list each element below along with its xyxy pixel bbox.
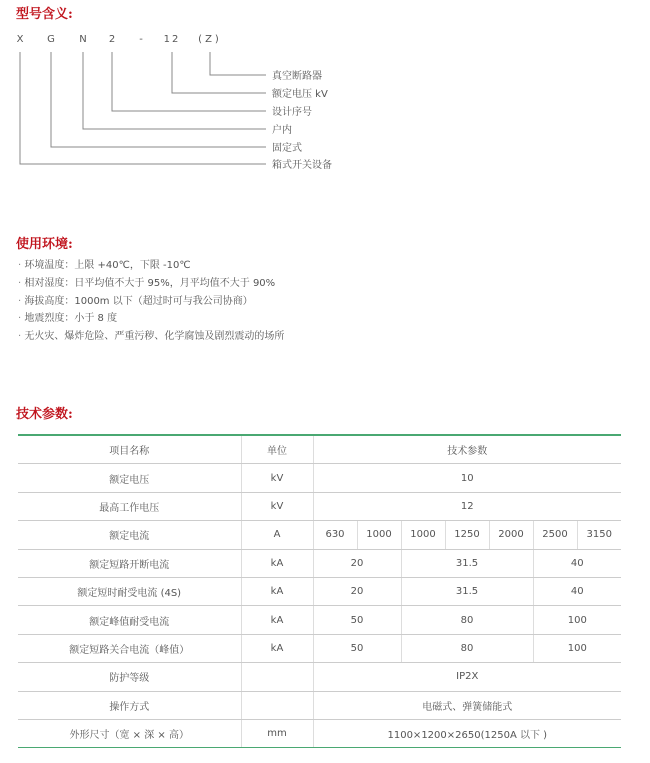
row-value-low: 20: [313, 577, 401, 605]
environment-list: [18, 257, 284, 346]
current-cell: 1000: [357, 521, 401, 549]
model-section-title: 型号含义:: [16, 7, 73, 22]
list-item: · 相对湿度：日平均值不大于 95%，月平均值不大于 90%: [18, 275, 284, 293]
row-unit: [241, 663, 313, 691]
row-unit: mm: [241, 719, 313, 747]
meaning-voltage: 额定电压 kV: [272, 89, 328, 100]
row-value-low: 20: [313, 549, 401, 577]
current-cell: 2500: [533, 521, 577, 549]
row-name: 额定短路开断电流: [18, 549, 241, 577]
current-cell: 2000: [489, 521, 533, 549]
table-row: [18, 492, 621, 520]
connector-line-breaker: [210, 52, 266, 75]
row-unit: kA: [241, 549, 313, 577]
row-value-high: 40: [533, 549, 621, 577]
environment-section-title: 使用环境:: [16, 237, 73, 252]
model-code-n: N: [79, 34, 87, 45]
table-row: [18, 549, 621, 577]
meaning-box: 箱式开关设备: [272, 160, 332, 171]
row-name: 最高工作电压: [18, 492, 241, 520]
row-value: 12: [313, 492, 621, 520]
spec-table: [18, 434, 621, 748]
model-code-g: G: [47, 34, 55, 45]
row-name: 额定峰值耐受电流: [18, 606, 241, 634]
model-code-voltage: 12: [163, 34, 181, 45]
table-row: [18, 606, 621, 634]
row-value-high: 100: [533, 606, 621, 634]
row-name: 操作方式: [18, 691, 241, 719]
meaning-design: 设计序号: [272, 107, 312, 118]
row-unit: kA: [241, 606, 313, 634]
connector-line-design: [112, 52, 266, 111]
row-unit: [241, 691, 313, 719]
row-unit: kV: [241, 464, 313, 492]
row-name: 额定短时耐受电流 (4S): [18, 577, 241, 605]
row-value: 电磁式、弹簧储能式: [313, 691, 621, 719]
spec-section-title: 技术参数:: [16, 407, 73, 422]
connector-line-voltage: [172, 52, 266, 93]
row-value-high: 100: [533, 634, 621, 662]
model-code-design: 2: [108, 34, 116, 45]
model-code-dash: -: [139, 34, 143, 45]
current-cell: 3150: [577, 521, 621, 549]
list-item: · 无火灾、爆炸危险、严重污秽、化学腐蚀及剧烈震动的场所: [18, 328, 284, 346]
row-unit: kV: [241, 492, 313, 520]
row-unit: A: [241, 521, 313, 549]
header-unit: 单位: [241, 435, 313, 464]
list-item: · 海拔高度：1000m 以下（超过时可与我公司协商）: [18, 293, 284, 311]
table-row: [18, 521, 621, 549]
row-value-high: 40: [533, 577, 621, 605]
row-value-mid: 31.5: [401, 577, 533, 605]
table-row: [18, 577, 621, 605]
row-value: IP2X: [313, 663, 621, 691]
table-row: [18, 464, 621, 492]
row-value-low: 50: [313, 634, 401, 662]
list-item: · 地震烈度：小于 8 度: [18, 310, 284, 328]
table-row: [18, 719, 621, 747]
row-value-mid: 80: [401, 634, 533, 662]
row-value-mid: 80: [401, 606, 533, 634]
header-name: 项目名称: [18, 435, 241, 464]
table-row: [18, 634, 621, 662]
table-row: [18, 663, 621, 691]
table-header-row: [18, 435, 621, 464]
current-cell: 1000: [401, 521, 445, 549]
row-value-mid: 31.5: [401, 549, 533, 577]
meaning-fixed: 固定式: [272, 143, 302, 154]
meaning-indoor: 户内: [272, 125, 292, 136]
row-name: 外形尺寸（宽 × 深 × 高）: [18, 719, 241, 747]
row-name: 额定电压: [18, 464, 241, 492]
model-code-diagram: [0, 0, 650, 200]
row-value-low: 50: [313, 606, 401, 634]
current-cell: 1250: [445, 521, 489, 549]
list-item: · 环境温度：上限 +40℃，下限 -10℃: [18, 257, 284, 275]
model-code-x: X: [16, 34, 24, 45]
row-unit: kA: [241, 634, 313, 662]
row-value: 10: [313, 464, 621, 492]
current-cell: 630: [313, 521, 357, 549]
connector-line-indoor: [83, 52, 266, 129]
row-name: 额定电流: [18, 521, 241, 549]
row-name: 防护等级: [18, 663, 241, 691]
header-params: 技术参数: [313, 435, 621, 464]
row-unit: kA: [241, 577, 313, 605]
row-name: 额定短路关合电流（峰值）: [18, 634, 241, 662]
meaning-breaker: 真空断路器: [272, 71, 322, 82]
model-code-breaker: (Z): [198, 34, 222, 45]
table-row: [18, 691, 621, 719]
row-value: 1100×1200×2650(1250A 以下 ): [313, 719, 621, 747]
